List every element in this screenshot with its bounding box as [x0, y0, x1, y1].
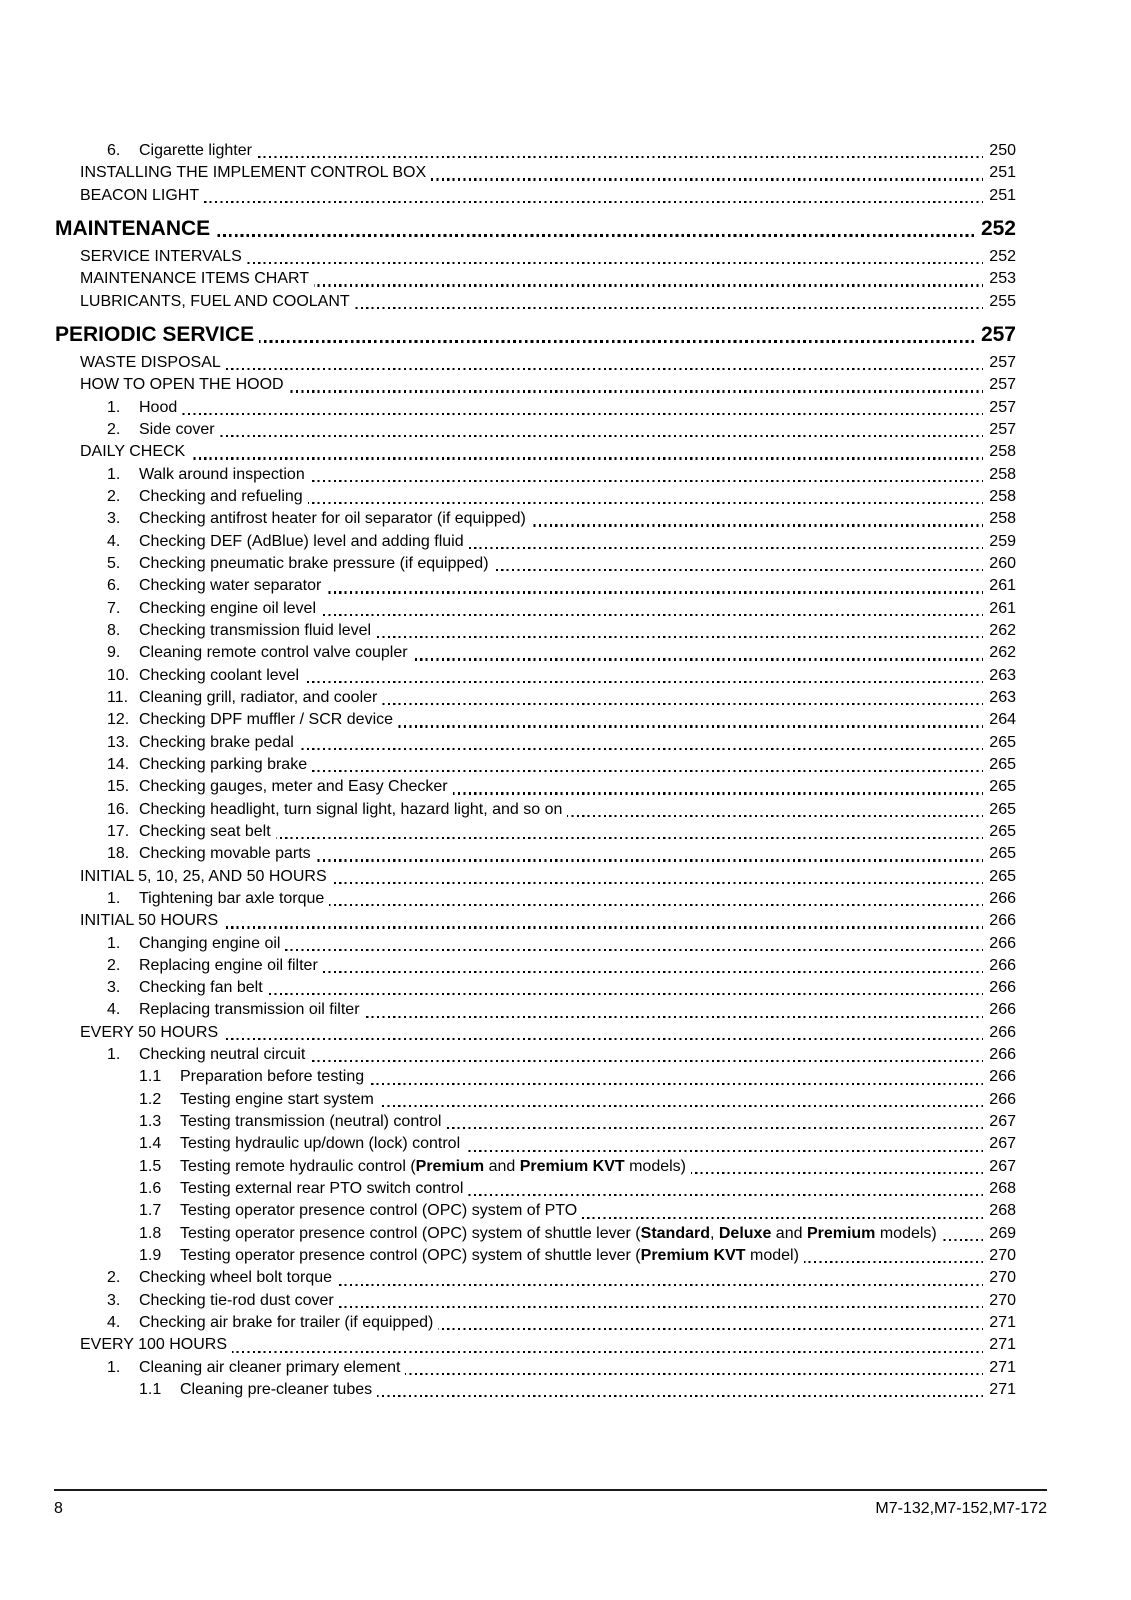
toc-entry-page: 257: [983, 374, 1016, 396]
toc-entry: [55, 268, 1016, 290]
toc-entry-page: 257: [983, 352, 1016, 374]
toc-entry-title: Checking and refueling: [139, 487, 303, 505]
toc-entry-title: PERIODIC SERVICE: [55, 322, 255, 346]
toc-entry-title: Checking transmission fluid level: [139, 621, 372, 639]
toc-entry-page: 266: [983, 977, 1016, 999]
toc-entry-text: [139, 1091, 379, 1108]
toc-entry-text: [107, 488, 308, 505]
toc-entry-title: Walk around inspection: [139, 465, 305, 483]
toc-entry-title: Replacing transmission oil filter: [139, 1001, 360, 1019]
toc-entry-text: [107, 957, 323, 974]
toc-entry-number: 1.1: [139, 1381, 162, 1399]
toc-entry-text: [139, 1225, 942, 1242]
toc-entry: [55, 397, 1016, 419]
toc-entry-page: 269: [983, 1223, 1016, 1245]
footer-page-number: 8: [54, 1500, 63, 1517]
toc-entry: [55, 575, 1016, 597]
toc-entry: [55, 486, 1016, 508]
toc-entry-page: 251: [983, 185, 1016, 207]
toc-entry-number: 1.: [107, 465, 121, 483]
toc-entry-text: [107, 1359, 405, 1376]
toc-entry-number: 7.: [107, 599, 121, 617]
toc-entry-text: [107, 756, 312, 773]
toc-entry: [55, 1267, 1016, 1289]
toc-entry-title: INSTALLING THE IMPLEMENT CONTROL BOX: [80, 164, 427, 182]
toc-entry-text: [107, 555, 494, 572]
toc-entry: [55, 1379, 1016, 1401]
toc-entry: [55, 291, 1016, 313]
toc-entry-text: [107, 1292, 339, 1309]
toc-entry-page: 258: [983, 441, 1016, 463]
toc-entry-number: 1.6: [139, 1180, 162, 1198]
toc-entry-text: [139, 1158, 691, 1175]
toc-entry-title: INITIAL 50 HOURS: [80, 912, 219, 930]
toc-entry-number: 16.: [107, 800, 130, 818]
toc-entry-title: Checking antifrost heater for oil separator (if equipped): [139, 510, 526, 528]
toc-entry: [55, 799, 1016, 821]
toc-entry-title: Checking DEF (AdBlue) level and adding fluid: [139, 532, 464, 550]
toc-entry-text: [107, 1001, 365, 1018]
toc-entry-title: Checking air brake for trailer (if equipped): [139, 1314, 434, 1332]
toc-entry-page: 257: [975, 322, 1016, 348]
toc-entry-title: Checking engine oil level: [139, 599, 316, 617]
toc-entry-title: Side cover: [139, 420, 215, 438]
toc-entry: [55, 1022, 1016, 1044]
toc-entry: [55, 185, 1016, 207]
toc-entry-title: Preparation before testing: [180, 1068, 365, 1086]
toc-entry: [55, 1044, 1016, 1066]
toc-entry-page: 267: [983, 1156, 1016, 1178]
toc-entry: [55, 419, 1016, 441]
toc-entry-number: 8.: [107, 621, 121, 639]
toc-entry-text: [107, 1046, 310, 1063]
toc-entry: [55, 1334, 1016, 1356]
toc-entry-page: 266: [983, 933, 1016, 955]
toc-entry: [55, 1290, 1016, 1312]
toc-entry-page: 255: [983, 291, 1016, 313]
toc-entry-number: 1.: [107, 398, 121, 416]
toc-entry: [55, 888, 1016, 910]
toc-entry-title: Cleaning air cleaner primary element: [139, 1358, 401, 1376]
toc-entry: [55, 1312, 1016, 1334]
toc-entry-title: Checking water separator: [139, 577, 322, 595]
toc-entry-number: 2.: [107, 1269, 121, 1287]
toc-entry-number: 1.2: [139, 1090, 162, 1108]
toc-entry-text: [107, 577, 326, 594]
toc-entry-page: 270: [983, 1267, 1016, 1289]
toc-entry-title: Checking fan belt: [139, 979, 263, 997]
toc-entry: [55, 162, 1016, 184]
toc-entry-text: [107, 600, 321, 617]
toc-list: [55, 140, 1016, 1401]
toc-entry-page: 266: [983, 955, 1016, 977]
toc-entry-title: BEACON LIGHT: [80, 186, 200, 204]
toc-entry: [55, 598, 1016, 620]
toc-entry-title: Replacing engine oil filter: [139, 956, 318, 974]
toc-entry-number: 14.: [107, 755, 130, 773]
toc-entry-text: [107, 823, 276, 840]
toc-entry-title: Testing operator presence control (OPC) system of shuttle lever (Premium KVT model): [180, 1247, 799, 1265]
toc-entry: [55, 843, 1016, 865]
toc-entry-title: Testing engine start system: [180, 1090, 374, 1108]
toc-entry-title: Checking wheel bolt torque: [139, 1269, 333, 1287]
toc-entry-number: 2.: [107, 956, 121, 974]
toc-entry-number: 1.: [107, 1358, 121, 1376]
toc-entry-text: [139, 1381, 377, 1398]
toc-entry: [55, 374, 1016, 396]
toc-entry-page: 265: [983, 843, 1016, 865]
toc-entry-title: Checking brake pedal: [139, 733, 294, 751]
toc-entry-text: [107, 778, 453, 795]
toc-entry-text: [107, 421, 220, 438]
toc-entry-title: Checking DPF muffler / SCR device: [139, 711, 394, 729]
toc-entry-page: 257: [983, 419, 1016, 441]
toc-entry-page: 266: [983, 1022, 1016, 1044]
toc-entry: [55, 1111, 1016, 1133]
toc-entry-title: Testing remote hydraulic control (Premium and Premium KVT models): [180, 1157, 686, 1175]
toc-entry-title: Checking seat belt: [139, 822, 271, 840]
toc-entry-page: 266: [983, 1089, 1016, 1111]
toc-entry-title: Tightening bar axle torque: [139, 889, 325, 907]
toc-entry-page: 263: [983, 665, 1016, 687]
toc-entry-number: 1.9: [139, 1247, 162, 1265]
toc-entry-text: [139, 1247, 804, 1264]
toc-entry-text: [80, 1024, 223, 1041]
toc-entry-text: [139, 1202, 582, 1219]
toc-entry-page: 271: [983, 1334, 1016, 1356]
toc-entry-page: 257: [983, 397, 1016, 419]
toc-entry: [55, 441, 1016, 463]
toc-entry: [55, 216, 1016, 242]
toc-entry-title: Testing operator presence control (OPC) system of PTO: [180, 1202, 578, 1220]
toc-entry-text: [107, 399, 182, 416]
toc-entry-title: Testing external rear PTO switch control: [180, 1180, 464, 1198]
toc-entry-page: 266: [983, 888, 1016, 910]
toc-entry: [55, 140, 1016, 162]
toc-entry: [55, 776, 1016, 798]
toc-entry-page: 261: [983, 575, 1016, 597]
toc-entry-title: SERVICE INTERVALS: [80, 247, 242, 265]
toc-entry-title: Checking coolant level: [139, 666, 300, 684]
toc-entry-page: 262: [983, 642, 1016, 664]
toc-entry-page: 260: [983, 553, 1016, 575]
toc-entry: [55, 1178, 1016, 1200]
toc-entry: [55, 464, 1016, 486]
toc-entry-number: 17.: [107, 822, 130, 840]
toc-entry: [55, 620, 1016, 642]
toc-entry-page: 270: [983, 1290, 1016, 1312]
toc-entry: [55, 977, 1016, 999]
toc-entry-text: [80, 248, 247, 265]
toc-entry-number: 15.: [107, 778, 130, 796]
toc-entry-number: 1.: [107, 889, 121, 907]
toc-entry-text: [55, 323, 259, 346]
toc-entry-page: 262: [983, 620, 1016, 642]
toc-entry-title: Checking neutral circuit: [139, 1046, 306, 1064]
toc-entry-text: [107, 711, 398, 728]
toc-entry: [55, 1357, 1016, 1379]
toc-entry: [55, 933, 1016, 955]
toc-entry-text: [139, 1135, 465, 1152]
toc-entry-text: [107, 689, 382, 706]
toc-entry-page: 268: [983, 1200, 1016, 1222]
toc-entry-number: 6.: [107, 577, 121, 595]
toc-entry: [55, 322, 1016, 348]
toc-entry-number: 3.: [107, 1291, 121, 1309]
toc-entry-page: 270: [983, 1245, 1016, 1267]
toc-entry-number: 1.4: [139, 1135, 162, 1153]
toc-entry: [55, 1089, 1016, 1111]
toc-entry-text: [139, 1068, 369, 1085]
toc-entry: [55, 821, 1016, 843]
toc-entry-page: 259: [983, 531, 1016, 553]
toc-entry-page: 264: [983, 709, 1016, 731]
toc-entry-text: [107, 510, 531, 527]
toc-entry-number: 12.: [107, 711, 130, 729]
toc-entry-title: Checking gauges, meter and Easy Checker: [139, 778, 448, 796]
toc-entry-text: [107, 845, 316, 862]
toc-entry-number: 18.: [107, 845, 130, 863]
toc-entry-title: INITIAL 5, 10, 25, AND 50 HOURS: [80, 867, 327, 885]
toc-entry: [55, 709, 1016, 731]
toc-entry-page: 266: [983, 999, 1016, 1021]
toc-entry-title: Testing operator presence control (OPC) system of shuttle lever (Standard, Deluxe and Premium models): [180, 1224, 937, 1242]
toc-entry-number: 3.: [107, 510, 121, 528]
toc-entry-number: 4.: [107, 1001, 121, 1019]
toc-entry-number: 3.: [107, 979, 121, 997]
toc-entry: [55, 1066, 1016, 1088]
toc-entry-page: 261: [983, 598, 1016, 620]
toc-entry: [55, 866, 1016, 888]
toc-entry: [55, 1200, 1016, 1222]
toc-entry-page: 265: [983, 754, 1016, 776]
toc-entry: [55, 732, 1016, 754]
toc-entry: [55, 352, 1016, 374]
toc-entry-text: [107, 1314, 438, 1331]
toc-entry-title: MAINTENANCE ITEMS CHART: [80, 270, 310, 288]
toc-entry-text: [80, 187, 204, 204]
toc-entry-text: [107, 801, 567, 818]
toc-entry-title: Changing engine oil: [139, 934, 281, 952]
toc-entry-title: EVERY 100 HOURS: [80, 1336, 228, 1354]
toc-entry-page: 263: [983, 687, 1016, 709]
page-footer: [54, 1489, 1047, 1518]
toc-entry: [55, 1156, 1016, 1178]
toc-entry-text: [107, 890, 329, 907]
toc-entry-number: 1.8: [139, 1224, 162, 1242]
toc-entry-number: 2.: [107, 487, 121, 505]
toc-entry: [55, 246, 1016, 268]
toc-entry: [55, 553, 1016, 575]
toc-entry-text: [80, 443, 190, 460]
toc-entry-text: [80, 293, 355, 310]
toc-entry-number: 9.: [107, 644, 121, 662]
toc-entry-page: 265: [983, 732, 1016, 754]
toc-entry-page: 266: [983, 1044, 1016, 1066]
toc-entry-text: [107, 622, 376, 639]
toc-entry-page: 265: [983, 821, 1016, 843]
toc-entry-page: 271: [983, 1379, 1016, 1401]
toc-entry-text: [107, 142, 257, 159]
toc-entry: [55, 754, 1016, 776]
toc-entry-page: 267: [983, 1133, 1016, 1155]
toc-entry-text: [107, 1269, 337, 1286]
toc-entry-title: Checking headlight, turn signal light, hazard light, and so on: [139, 800, 563, 818]
toc-entry: [55, 1223, 1016, 1245]
toc-entry-page: 258: [983, 508, 1016, 530]
toc-entry-page: 268: [983, 1178, 1016, 1200]
toc-entry-text: [139, 1180, 468, 1197]
toc-entry-number: 1.: [107, 934, 121, 952]
toc-entry-text: [107, 644, 413, 661]
toc-entry: [55, 642, 1016, 664]
toc-entry-text: [80, 164, 431, 181]
toc-entry-page: 252: [983, 246, 1016, 268]
footer-model-numbers: M7-132,M7-152,M7-172: [875, 1500, 1047, 1517]
toc-entry-page: 252: [975, 216, 1016, 242]
toc-entry-title: Testing hydraulic up/down (lock) control: [180, 1135, 461, 1153]
toc-entry-number: 5.: [107, 554, 121, 572]
toc-entry-number: 1.: [107, 1046, 121, 1064]
toc-entry-page: 258: [983, 486, 1016, 508]
toc-entry-number: 11.: [107, 688, 129, 706]
toc-entry-title: WASTE DISPOSAL: [80, 353, 221, 371]
toc-entry-title: Hood: [139, 398, 178, 416]
toc-entry-page: 250: [983, 140, 1016, 162]
toc-entry-number: 10.: [107, 666, 130, 684]
toc-entry-title: Checking movable parts: [139, 845, 311, 863]
toc-entry-page: 258: [983, 464, 1016, 486]
toc-entry-title: Cigarette lighter: [139, 142, 252, 159]
toc-entry-title: Cleaning remote control valve coupler: [139, 644, 408, 662]
toc-entry-page: 265: [983, 799, 1016, 821]
toc-entry-page: 271: [983, 1357, 1016, 1379]
toc-entry: [55, 1245, 1016, 1267]
toc-entry-title: EVERY 50 HOURS: [80, 1023, 219, 1041]
toc-entry-title: Cleaning pre-cleaner tubes: [180, 1381, 373, 1399]
toc-entry-page: 253: [983, 268, 1016, 290]
toc-entry-text: [80, 868, 332, 885]
toc-entry-page: 266: [983, 1066, 1016, 1088]
toc-entry-number: 4.: [107, 1314, 121, 1332]
toc-entry-title: Cleaning grill, radiator, and cooler: [139, 688, 378, 706]
toc-entry-title: Checking tie-rod dust cover: [139, 1291, 334, 1309]
toc-entry-page: 265: [983, 866, 1016, 888]
toc-entry-text: [107, 466, 310, 483]
toc-entry: [55, 687, 1016, 709]
toc-entry-number: 6.: [107, 142, 121, 159]
toc-entry-page: 271: [983, 1312, 1016, 1334]
toc-entry-page: 251: [983, 162, 1016, 184]
toc-entry-title: HOW TO OPEN THE HOOD: [80, 376, 284, 394]
toc-entry-page: 266: [983, 910, 1016, 932]
toc-entry-text: [80, 270, 314, 287]
toc-entry-text: [80, 1336, 232, 1353]
toc-entry-text: [80, 354, 226, 371]
toc-entry-title: DAILY CHECK: [80, 443, 186, 461]
toc-entry: [55, 999, 1016, 1021]
toc-entry: [55, 955, 1016, 977]
toc-entry-title: LUBRICANTS, FUEL AND COOLANT: [80, 292, 350, 310]
toc-entry: [55, 1133, 1016, 1155]
toc-entry-title: Checking pneumatic brake pressure (if equipped): [139, 554, 489, 572]
toc-entry: [55, 910, 1016, 932]
toc-entry: [55, 665, 1016, 687]
toc-entry-number: 13.: [107, 733, 130, 751]
toc-entry-text: [107, 935, 285, 952]
toc-entry-number: 1.1: [139, 1068, 162, 1086]
toc-entry-number: 1.5: [139, 1157, 162, 1175]
toc-entry-number: 4.: [107, 532, 121, 550]
toc-entry: [55, 531, 1016, 553]
toc-entry-number: 2.: [107, 420, 121, 438]
toc-entry-text: [107, 533, 469, 550]
toc-entry-text: [107, 979, 268, 996]
toc-entry-text: [80, 376, 289, 393]
toc-entry-text: [55, 217, 215, 240]
toc-entry-page: 267: [983, 1111, 1016, 1133]
toc-entry-title: Testing transmission (neutral) control: [180, 1113, 442, 1131]
toc-entry-text: [107, 734, 299, 751]
toc-entry-number: 1.3: [139, 1113, 162, 1131]
toc-entry-page: 265: [983, 776, 1016, 798]
toc-entry-text: [80, 912, 223, 929]
toc-entry-text: [107, 667, 304, 684]
toc-entry-title: Checking parking brake: [139, 755, 308, 773]
toc-entry: [55, 508, 1016, 530]
toc-entry-number: 1.7: [139, 1202, 162, 1220]
toc-entry-text: [139, 1113, 446, 1130]
toc-entry-title: MAINTENANCE: [55, 216, 211, 240]
